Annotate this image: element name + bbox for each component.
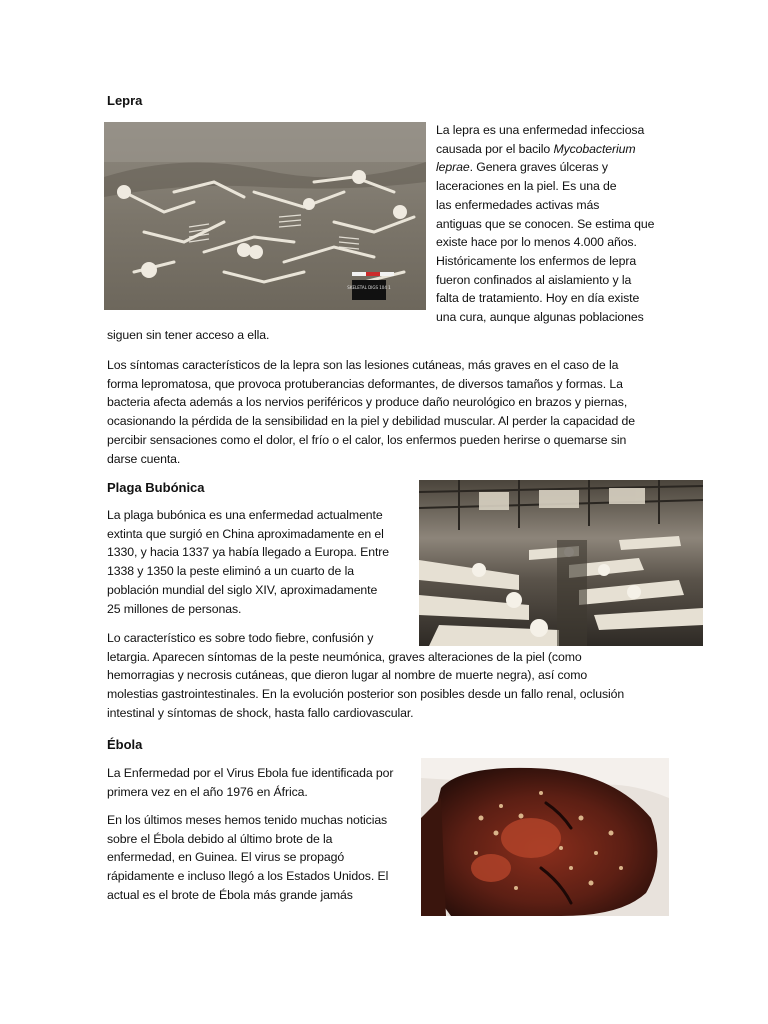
text-line: Lo característico es sobre todo fiebre, confusión y (107, 631, 374, 645)
text-line: falta de tratamiento. Hoy en día existe (436, 291, 640, 306)
text-line: rápidamente e incluso llegó a los Estados Unidos. El (107, 869, 389, 884)
text-line: Los síntomas característicos de la lepra son las lesiones cutáneas, más graves en el caso de la (107, 358, 619, 372)
plaga-body-paragraph (107, 629, 667, 723)
text-line: Históricamente los enfermos de lepra (436, 253, 637, 268)
text-line: existe hace por lo menos 4.000 años. (436, 235, 637, 250)
lepra-intro-paragraph (436, 121, 668, 327)
plaga-intro-paragraph (107, 506, 407, 618)
text-line: siguen sin tener acceso a ella. (107, 328, 270, 342)
excavation-label-board (352, 280, 386, 300)
heading-lepra: Lepra (107, 93, 143, 108)
text-line: forma lepromatosa, que provoca protuberancias deformantes, de diversos tamaños y formas. La (107, 376, 623, 391)
text-fragment: causada por el bacilo (436, 141, 554, 156)
text-line: fueron confinados al aislamiento y la (436, 272, 632, 287)
text-line: las enfermedades activas más (436, 197, 600, 212)
text-fragment: . Genera graves úlceras y (469, 160, 608, 175)
lepra-body-paragraph (107, 356, 667, 468)
ebola-patient-photo (421, 758, 669, 916)
text-line: La Enfermedad por el Virus Ebola fue identificada por (107, 766, 394, 780)
text-line: enfermedad, en Guinea. El virus se propagó (107, 850, 345, 865)
text-line: 1338 y 1350 la peste eliminó a un cuarto de la (107, 564, 354, 579)
species-name: Mycobacterium (553, 141, 636, 156)
text-line: darse cuenta. (107, 451, 181, 466)
text-line: En los últimos meses hemos tenido muchas noticias (107, 813, 388, 827)
text-line: sobre el Ébola debido al último brote de la (107, 831, 333, 846)
heading-ebola: Ébola (107, 737, 143, 752)
text-line: laceraciones en la piel. Es una de (436, 179, 617, 194)
species-name: leprae (436, 160, 470, 175)
skeletons-photo (104, 122, 426, 310)
text-line: antiguas que se conocen. Se estima que (436, 216, 655, 231)
text-line: primera vez en el año 1976 en África. (107, 784, 308, 799)
excavation-label-text: SKELETAL DIGS 104 1 (347, 285, 391, 290)
text-line (436, 140, 668, 159)
heading-plaga-bubonica: Plaga Bubónica (107, 480, 205, 495)
ebola-intro-paragraph (107, 764, 412, 801)
text-line: La plaga bubónica es una enfermedad actualmente (107, 508, 383, 522)
text-line: una cura, aunque algunas poblaciones (436, 310, 644, 325)
text-line: extinta que surgió en China aproximadamente en el (107, 526, 384, 541)
text-line: molestias gastrointestinales. En la evolución posterior son posibles desde un fallo renal, oclusión (107, 687, 625, 702)
text-line: percibir sensaciones como el dolor, el frío o el calor, los enfermos pueden herirse o quemarse sin (107, 432, 627, 447)
text-line: bacteria afecta además a los nervios periféricos y produce daño neurológico en brazos y piernas, (107, 395, 628, 410)
text-line: ocasionando la pérdida de la sensibilidad en la piel y debilidad muscular. Al perder la capacidad de (107, 414, 636, 429)
image-lepra-skeletons (104, 122, 426, 310)
text-line (436, 158, 668, 177)
image-plague-hospital-ward (419, 480, 703, 646)
lepra-intro-continuation (107, 326, 269, 345)
hospital-ward-photo (419, 480, 703, 646)
text-line: intestinal y síntomas de shock, hasta fallo cardiovascular. (107, 705, 414, 720)
text-line: 25 millones de personas. (107, 601, 242, 616)
ebola-body-paragraph (107, 811, 412, 905)
text-line: 1330, y hacia 1337 ya había llegado a Europa. Entre (107, 545, 390, 560)
text-line: población mundial del siglo XIV, aproximadamente (107, 582, 378, 597)
image-ebola-patient (421, 758, 669, 916)
text-line: hemorragias y necrosis cutáneas, que dieron lugar al nombre de muerte negra), así como (107, 668, 588, 683)
text-line: actual es el brote de Ébola más grande jamás (107, 887, 353, 902)
text-line: letargia. Aparecen síntomas de la peste neumónica, graves alteraciones de la piel (como (107, 649, 582, 664)
text-line: La lepra es una enfermedad infecciosa (436, 123, 645, 137)
